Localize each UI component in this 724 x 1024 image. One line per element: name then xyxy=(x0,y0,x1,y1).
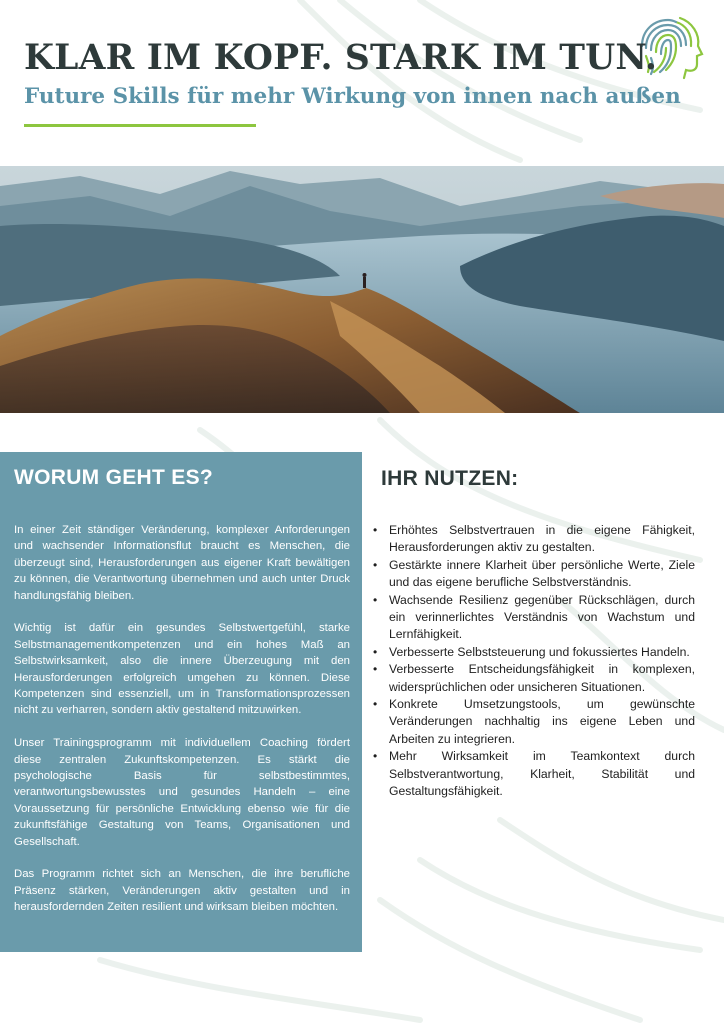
list-item xyxy=(370,748,695,800)
list-item xyxy=(370,522,695,557)
worum-panel xyxy=(0,452,362,952)
bullet-icon: • xyxy=(373,644,378,659)
worum-paragraph: Unser Trainingsprogramm mit individuellem Coaching fördert diese zentralen Zukunftskompetenzen. Es stärkt die psychologische Basis für selbstbestimmtes, verantwortungsbewusstes und gesundes Handeln – eine Voraussetzung für persönliche Entwicklung ebenso wie für die zukunftsfähige Gestaltung von Teams, Organisationen und Gesellschaft. xyxy=(14,737,350,848)
worum-paragraph: Das Programm richtet sich an Menschen, die ihre berufliche Präsenz stärken, Veränderungen aktiv gestalten und in herausfordernden Zeiten resilient und wirksam bleiben möchten. xyxy=(14,868,350,914)
nutzen-heading: IHR NUTZEN: xyxy=(381,467,519,490)
list-item-text: Wachsende Resilienz gegenüber Rückschlägen, durch ein verinnerlichtes Verständnis von Wachstum und Lernfähigkeit. xyxy=(389,592,695,642)
worum-paragraph: Wichtig ist dafür ein gesundes Selbstwertgefühl, starke Selbstmanagementkompetenzen und ein hohes Maß an Selbstwirksamkeit, also die innere Überzeugung mit den Herausforderungen erfolgreich umgehen zu können. Diese Kompetenzen sind essenziell, um in Transformationsprozessen nicht zu verharren, sondern aktiv gestaltend mitzuwirken. xyxy=(14,622,350,717)
list-item-text: Verbesserte Entscheidungsfähigkeit in komplexen, widersprüchlichen oder unsicheren Situationen. xyxy=(389,662,695,694)
list-item-text: Gestärkte innere Klarheit über persönliche Werte, Ziele und das eigene berufliche Selbstverständnis. xyxy=(389,557,695,590)
worum-heading: WORUM GEHT ES? xyxy=(14,466,214,489)
list-item-text: Mehr Wirksamkeit im Teamkontext durch Selbstverantwortung, Klarheit, Stabilität und Gestaltungsfähigkeit. xyxy=(389,749,695,799)
page-title: KLAR IM KOPF. STARK IM TUN. xyxy=(24,38,658,78)
list-item-text: Verbesserte Selbststeuerung und fokussiertes Handeln. xyxy=(389,644,690,659)
mountain-lake-photo xyxy=(0,166,724,413)
bullet-icon: • xyxy=(373,523,378,537)
list-item xyxy=(370,557,695,592)
bullet-icon: • xyxy=(373,662,378,677)
bullet-icon: • xyxy=(373,697,378,712)
list-item xyxy=(370,592,695,644)
worum-body xyxy=(14,522,350,932)
bullet-icon: • xyxy=(373,749,378,764)
list-item xyxy=(370,696,695,748)
list-item-text: Erhöhtes Selbstvertrauen in die eigene Fähigkeit, Herausforderungen aktiv zu gestalten. xyxy=(389,523,695,555)
worum-paragraph: In einer Zeit ständiger Veränderung, komplexer Anforderungen und wachsender Informationsflut braucht es Menschen, die überzeugt sind, Herausforderungen aus eigener Kraft bewältigen zu können, die Verantwortung übernehmen und auch unter Druck handlungsfähig bleiben. xyxy=(14,524,350,602)
bullet-icon: • xyxy=(373,592,378,607)
benefits-list xyxy=(370,522,695,801)
list-item xyxy=(370,644,695,661)
accent-divider xyxy=(24,124,256,127)
page-subtitle: Future Skills für mehr Wirkung von innen nach außen xyxy=(24,84,681,109)
list-item-text: Konkrete Umsetzungstools, um gewünschte Veränderungen nachhaltig ins eigene Leben und Arbeiten zu integrieren. xyxy=(389,697,695,746)
bullet-icon: • xyxy=(373,557,378,572)
list-item xyxy=(370,661,695,696)
